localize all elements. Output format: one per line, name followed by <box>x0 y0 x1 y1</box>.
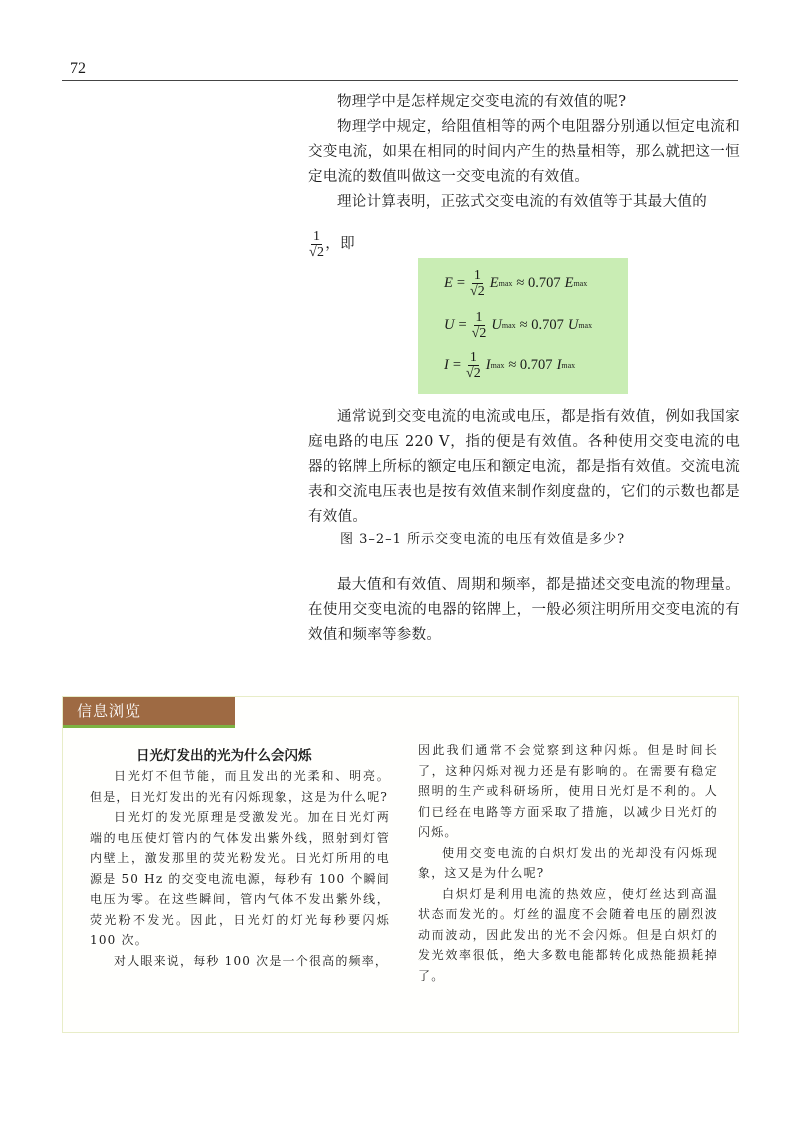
formula-approx: ≈ 0.707 <box>516 275 561 291</box>
formula-var: I <box>444 357 449 373</box>
formula-num: 1 <box>475 310 483 325</box>
formula-var-max-2: I <box>556 357 562 373</box>
formula-box <box>418 258 628 394</box>
page-number: 72 <box>70 60 86 77</box>
formula-den: √2 <box>471 326 487 341</box>
formula-sub: max <box>498 279 513 288</box>
paragraph-theory: 理论计算表明，正弦式交变电流的有效值等于其最大值的 <box>337 194 707 210</box>
fraction-numerator: 1 <box>312 228 321 244</box>
info-paragraph: 对人眼来说，每秒 100 次是一个很高的频率， <box>114 953 389 968</box>
formula-fraction <box>469 268 486 299</box>
formula-row <box>444 350 575 381</box>
formula-fraction <box>471 310 488 341</box>
formula-approx: ≈ 0.707 <box>508 357 553 373</box>
formula-row <box>444 310 592 341</box>
info-paragraph: 使用交变电流的白炽灯发出的光却没有闪烁现象，这又是为什么呢? <box>418 845 718 880</box>
fraction-line <box>308 227 740 261</box>
paragraph-summary: 最大值和有效值、周期和频率，都是描述交变电流的物理量。在使用交变电流的电器的铭牌上，一般必须注明所用交变电流的有效值和频率等参数。 <box>308 577 740 643</box>
formula-var: E <box>444 275 453 291</box>
info-left-column <box>90 766 390 971</box>
exercise-question: 图 3–2–1 所示交变电流的电压有效值是多少? <box>340 532 626 547</box>
formula-sub: max <box>490 361 505 370</box>
fraction-denominator: √2 <box>309 244 325 260</box>
paragraph-effective: 通常说到交变电流的电流或电压，都是指有效值，例如我国家庭电路的电压 220 V，指的便是有效值。各种使用交变电流的电器的铭牌上所标的额定电压和额定电流，都是指有效值。交流电流表和交流电压表也是按有效值来制作刻度盘的，它们的示数也都是有效值。 <box>308 409 740 525</box>
summary-text <box>308 573 740 648</box>
fraction-suffix: ，即 <box>325 235 355 252</box>
info-right-column <box>418 740 718 986</box>
formula-den: √2 <box>466 366 481 381</box>
formula-var-max: U <box>491 317 502 333</box>
info-paragraph: 白炽灯是利用电流的热效应，使灯丝达到高温状态而发光的。灯丝的温度不会随着电压的剧烈波动而波动，因此发出的光不会闪烁。但是白炽灯的发光效率很低，绝大多数电能都转化成热能损耗掉了。 <box>418 886 718 983</box>
info-paragraph: 日光灯不但节能，而且发出的光柔和、明亮。但是，日光灯发出的光有闪烁现象，这是为什么呢? <box>90 769 390 804</box>
paragraph-definition: 物理学中规定，给阻值相等的两个电阻器分别通以恒定电流和交变电流，如果在相同的时间内产生的热量相等，那么就把这一恒定电流的数值叫做这一交变电流的有效值。 <box>308 119 740 185</box>
info-paragraph: 日光灯的发光原理是受激发光。加在日光灯两端的电压使灯管内的气体发出紫外线，照射到灯管内壁上，激发那里的荧光粉发光。日光灯所用的电源是 50 Hz 的交变电流电源，每秒有 100 个瞬间电压为零。在这些瞬间，管内气体不发出紫外线，荧光粉不发光。因此，日光灯的灯光每秒要闪烁 100 次。 <box>90 810 390 947</box>
fraction <box>308 229 325 260</box>
formula-eq: = <box>452 357 462 373</box>
formula-eq: = <box>456 275 466 291</box>
formula-fraction <box>465 350 482 381</box>
paragraph-question: 物理学中是怎样规定交变电流的有效值的呢? <box>337 94 627 110</box>
formula-sub-2: max <box>578 321 593 330</box>
formula-eq: = <box>458 317 467 333</box>
formula-var-max: E <box>489 275 499 291</box>
effective-text <box>308 405 740 530</box>
formula-approx: ≈ 0.707 <box>519 317 564 333</box>
formula-var-max: I <box>485 357 491 373</box>
info-paragraph: 因此我们通常不会觉察到这种闪烁。但是时间长了，这种闪烁对视力还是有影响的。在需要有稳定照明的生产或科研场所，使用日光灯是不利的。人们已经在电路等方面采取了措施，以减少日光灯的闪烁。 <box>418 743 718 839</box>
formula-sub: max <box>501 321 516 330</box>
formula-sub-2: max <box>561 361 576 370</box>
info-header-accent <box>63 725 235 728</box>
formula-sub-2: max <box>573 279 588 288</box>
formula-den: √2 <box>470 284 485 299</box>
formula-num: 1 <box>473 268 481 283</box>
formula-var-max-2: E <box>564 275 574 291</box>
formula-row <box>444 268 587 299</box>
formula-num: 1 <box>469 350 477 365</box>
formula-var: U <box>444 317 455 333</box>
info-header: 信息浏览 <box>63 697 235 725</box>
header-rule <box>62 80 738 81</box>
info-title: 日光灯发出的光为什么会闪烁 <box>136 748 312 764</box>
main-text <box>308 90 740 261</box>
formula-var-max-2: U <box>567 317 579 333</box>
